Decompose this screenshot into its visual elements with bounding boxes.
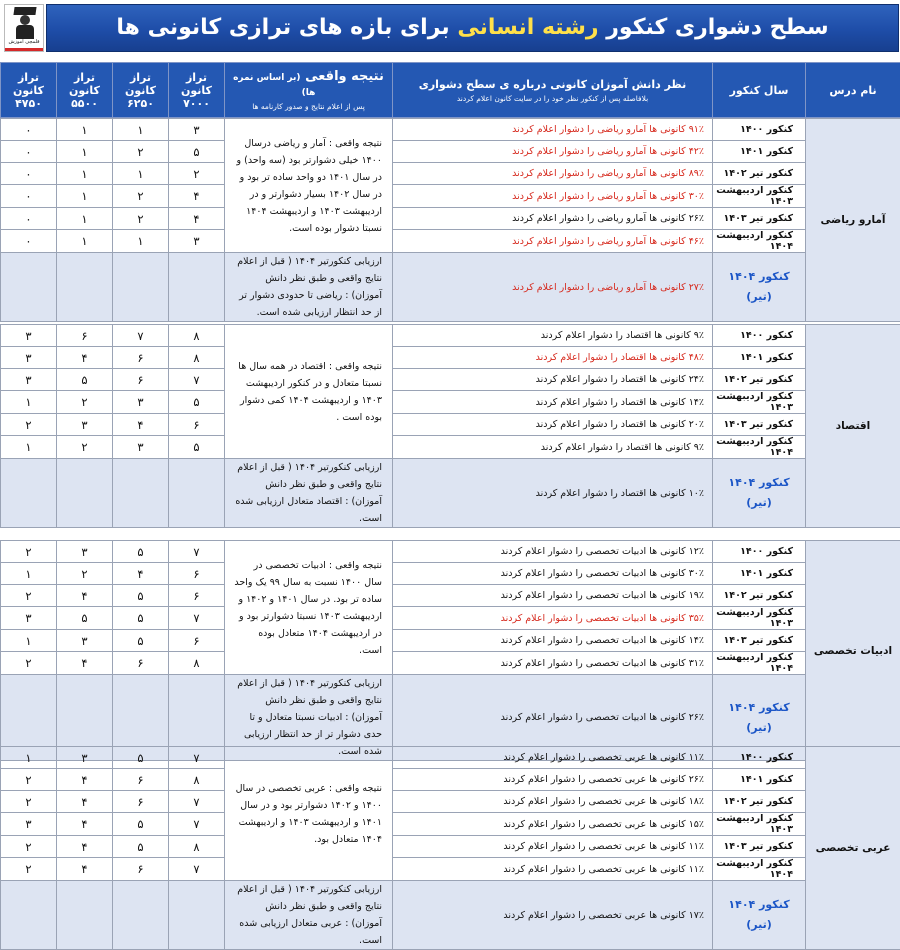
title-part-2: برای بازه های ترازی کانونی ها <box>116 15 449 40</box>
title-banner <box>0 0 900 58</box>
actual-result: نتیجه واقعی : ادبیات تخصصی در سال ۱۴۰۰ نسبت به سال ۹۹ یک واحد ساده تر بود. در سال ۱۴۰۱ و ۱۴۰۲ و اردیبهشت ۱۴۰۳ نسبتا دشوارتر بود و در اردیبهشت ۱۴۰۴ متعادل بوده است. <box>225 541 393 675</box>
exam-year: کنکور تیر ۱۴۰۳ <box>713 630 806 652</box>
student-opinion: ۲۰٪ کانونی ها اقتصاد را دشوار اعلام کردند <box>393 414 713 436</box>
tier-value: ۲ <box>57 563 113 585</box>
tier-value: ۸ <box>169 652 225 675</box>
evaluation-text: ارزیابی کنکورتیر ۱۴۰۴ ( قبل از اعلام نتایج واقعی و طبق نظر دانش آموزان) : عربی متعادل ارزیابی شده است. <box>225 881 393 950</box>
table-row <box>1 369 900 391</box>
student-opinion: ۱۵٪ کانونی ها عربی تخصصی را دشوار اعلام کردند <box>393 813 713 836</box>
tier-value: ۴ <box>169 185 225 208</box>
tier-value: ۰ <box>1 163 57 185</box>
title-bar <box>46 4 899 52</box>
evaluation-row <box>1 459 900 528</box>
evaluation-year-label: کنکور ۱۴۰۴ <box>713 267 805 287</box>
tier-value: ۳ <box>1 347 57 369</box>
student-opinion: ۲۴٪ کانونی ها اقتصاد را دشوار اعلام کردند <box>393 369 713 391</box>
header-result: نتیجه واقعی (بر اساس نمره ها) پس از اعلام نتایج و صدور کارنامه ها <box>225 63 393 118</box>
exam-year: کنکور اردیبهشت ۱۴۰۳ <box>713 607 806 630</box>
tier-value: ۲ <box>1 585 57 607</box>
evaluation-year-label: کنکور ۱۴۰۴ <box>713 895 805 915</box>
exam-year: کنکور اردیبهشت ۱۴۰۴ <box>713 230 806 253</box>
exam-year: کنکور اردیبهشت ۱۴۰۳ <box>713 813 806 836</box>
evaluation-year-month: (تیر) <box>713 718 805 738</box>
tier-value: ۱ <box>57 185 113 208</box>
tier-value: ۴ <box>113 414 169 436</box>
student-opinion: ۹٪ کانونی ها اقتصاد را دشوار اعلام کردند <box>393 325 713 347</box>
table-row <box>1 747 900 769</box>
tier-value: ۰ <box>1 141 57 163</box>
empty-tier-cell <box>1 459 57 528</box>
table-row <box>1 119 900 141</box>
tier-value: ۱ <box>1 391 57 414</box>
tier-value: ۳ <box>1 813 57 836</box>
subject-section <box>0 118 900 322</box>
tier-value: ۲ <box>57 391 113 414</box>
evaluation-year-label: کنکور ۱۴۰۴ <box>713 473 805 493</box>
table-row <box>1 652 900 675</box>
evaluation-text: ارزیابی کنکورتیر ۱۴۰۴ ( قبل از اعلام نتایج واقعی و طبق نظر دانش آموزان) : اقتصاد متعادل ارزیابی شده است. <box>225 459 393 528</box>
student-opinion: ۱۴٪ کانونی ها ادبیات تخصصی را دشوار اعلام کردند <box>393 630 713 652</box>
tier-value: ۶ <box>113 858 169 881</box>
table-row <box>1 347 900 369</box>
exam-year: کنکور اردیبهشت ۱۴۰۳ <box>713 391 806 414</box>
table-row <box>1 607 900 630</box>
empty-tier-cell <box>57 881 113 950</box>
header-tier-5500: تراز کانون ۵۵۰۰ <box>57 63 113 118</box>
table-row <box>1 414 900 436</box>
evaluation-year-month: (تیر) <box>713 493 805 513</box>
title-part-1: سطح دشواری کنکور <box>606 15 828 40</box>
exam-year: کنکور اردیبهشت ۱۴۰۳ <box>713 185 806 208</box>
evaluation-opinion: ۲۶٪ کانونی ها ادبیات تخصصی را دشوار اعلام کردند <box>393 675 713 761</box>
tier-value: ۶ <box>169 414 225 436</box>
table-row <box>1 185 900 208</box>
table-row <box>1 325 900 347</box>
subject-section <box>0 746 900 950</box>
student-opinion: ۴۸٪ کانونی ها اقتصاد را دشوار اعلام کردند <box>393 347 713 369</box>
table-row <box>1 813 900 836</box>
table-row <box>1 541 900 563</box>
table-row <box>1 630 900 652</box>
tier-value: ۰ <box>1 230 57 253</box>
evaluation-row <box>1 881 900 950</box>
student-opinion: ۱۱٪ کانونی ها عربی تخصصی را دشوار اعلام کردند <box>393 747 713 769</box>
exam-year: کنکور تیر ۱۴۰۲ <box>713 369 806 391</box>
evaluation-text: ارزیابی کنکورتیر ۱۴۰۴ ( قبل از اعلام نتایج واقعی و طبق نظر دانش آموزان) : ریاضی تا حدودی دشوار تر از حد انتظار ارزیابی شده است. <box>225 253 393 322</box>
student-opinion: ۱۱٪ کانونی ها عربی تخصصی را دشوار اعلام کردند <box>393 858 713 881</box>
empty-tier-cell <box>1 253 57 322</box>
tier-value: ۳ <box>57 630 113 652</box>
student-opinion: ۸۹٪ کانونی ها آمارو ریاضی را دشوار اعلام کردند <box>393 163 713 185</box>
tier-value: ۵ <box>57 369 113 391</box>
actual-result: نتیجه واقعی : آمار و ریاضی درسال ۱۴۰۰ خیلی دشوارتر بود (سه واحد) و در سال ۱۴۰۱ دو واحد ساده تر بود و در سال ۱۴۰۲ بسیار دشوارتر و در اردیبهشت ۱۴۰۳ و اردیبهشت ۱۴۰۴ نسبتا دشوار بوده است. <box>225 119 393 253</box>
tier-value: ۳ <box>169 119 225 141</box>
logo-red-stripe <box>5 48 43 51</box>
header-subject: نام درس <box>806 63 900 118</box>
tier-value: ۷ <box>169 607 225 630</box>
tier-value: ۴ <box>57 791 113 813</box>
tier-value: ۷ <box>169 747 225 769</box>
evaluation-text: ارزیابی کنکورتیر ۱۴۰۴ ( قبل از اعلام نتایج واقعی و طبق نظر دانش آموزان) : ادبیات نسبتا متعادل و تا حدی دشوار تر از حد انتظار ارزیابی شده است. <box>225 675 393 761</box>
tier-value: ۱ <box>57 141 113 163</box>
tier-value: ۲ <box>1 791 57 813</box>
logo-text: قلمچی آموزش <box>6 39 42 45</box>
tier-value: ۳ <box>113 436 169 459</box>
tier-value: ۴ <box>57 652 113 675</box>
tier-value: ۲ <box>1 769 57 791</box>
table-row <box>1 163 900 185</box>
tier-value: ۲ <box>113 141 169 163</box>
header-tier-7000: تراز کانون ۷۰۰۰ <box>169 63 225 118</box>
tier-value: ۵ <box>169 141 225 163</box>
tier-value: ۷ <box>169 369 225 391</box>
tier-value: ۴ <box>169 208 225 230</box>
table-row <box>1 208 900 230</box>
student-opinion: ۴۶٪ کانونی ها آمارو ریاضی را دشوار اعلام کردند <box>393 230 713 253</box>
empty-tier-cell <box>169 459 225 528</box>
evaluation-opinion: ۱۷٪ کانونی ها عربی تخصصی را دشوار اعلام کردند <box>393 881 713 950</box>
exam-year: کنکور ۱۴۰۰ <box>713 541 806 563</box>
tier-value: ۳ <box>57 541 113 563</box>
tier-value: ۷ <box>113 325 169 347</box>
empty-tier-cell <box>113 881 169 950</box>
evaluation-year-month: (تیر) <box>713 287 805 307</box>
evaluation-year <box>713 459 806 528</box>
tier-value: ۳ <box>1 369 57 391</box>
tier-value: ۷ <box>169 858 225 881</box>
table-row <box>1 791 900 813</box>
tier-value: ۴ <box>57 347 113 369</box>
tier-value: ۵ <box>169 391 225 414</box>
exam-year: کنکور ۱۴۰۰ <box>713 747 806 769</box>
exam-year: کنکور ۱۴۰۱ <box>713 141 806 163</box>
header-opinion: نظر دانش آموزان کانونی درباره ی سطح دشواری بلافاصله پس از کنکور نظر خود را در سایت کانون اعلام کردند <box>393 63 713 118</box>
tier-value: ۳ <box>169 230 225 253</box>
tier-value: ۱ <box>57 230 113 253</box>
tier-value: ۱ <box>1 436 57 459</box>
empty-tier-cell <box>57 253 113 322</box>
evaluation-year-month: (تیر) <box>713 915 805 935</box>
tier-value: ۶ <box>113 791 169 813</box>
tier-value: ۳ <box>1 325 57 347</box>
tier-value: ۷ <box>169 791 225 813</box>
student-opinion: ۳۰٪ کانونی ها آمارو ریاضی را دشوار اعلام کردند <box>393 185 713 208</box>
tier-value: ۴ <box>57 769 113 791</box>
student-opinion: ۳۵٪ کانونی ها ادبیات تخصصی را دشوار اعلام کردند <box>393 607 713 630</box>
tier-value: ۱ <box>1 747 57 769</box>
tier-value: ۵ <box>57 607 113 630</box>
tier-value: ۵ <box>113 607 169 630</box>
exam-year: کنکور ۱۴۰۰ <box>713 325 806 347</box>
student-opinion: ۳۱٪ کانونی ها ادبیات تخصصی را دشوار اعلام کردند <box>393 652 713 675</box>
tier-value: ۳ <box>113 391 169 414</box>
tier-value: ۱ <box>57 163 113 185</box>
student-opinion: ۳۰٪ کانونی ها ادبیات تخصصی را دشوار اعلام کردند <box>393 563 713 585</box>
tier-value: ۸ <box>169 769 225 791</box>
tier-value: ۲ <box>113 185 169 208</box>
tier-value: ۸ <box>169 836 225 858</box>
tier-value: ۴ <box>57 858 113 881</box>
table-row <box>1 391 900 414</box>
exam-year: کنکور تیر ۱۴۰۲ <box>713 791 806 813</box>
evaluation-year-label: کنکور ۱۴۰۴ <box>713 698 805 718</box>
tier-value: ۲ <box>1 414 57 436</box>
empty-tier-cell <box>113 459 169 528</box>
header-tier-4750: تراز کانون ۴۷۵۰ <box>1 63 57 118</box>
tier-value: ۱ <box>1 563 57 585</box>
exam-year: کنکور ۱۴۰۱ <box>713 347 806 369</box>
page-title <box>47 5 898 51</box>
student-opinion: ۱۹٪ کانونی ها ادبیات تخصصی را دشوار اعلام کردند <box>393 585 713 607</box>
empty-tier-cell <box>113 253 169 322</box>
exam-year: کنکور ۱۴۰۱ <box>713 563 806 585</box>
graduation-cap-icon <box>13 7 36 15</box>
evaluation-year <box>713 881 806 950</box>
tier-value: ۴ <box>113 563 169 585</box>
tier-value: ۸ <box>169 347 225 369</box>
tier-value: ۵ <box>113 813 169 836</box>
tier-value: ۱ <box>57 119 113 141</box>
tier-value: ۱ <box>113 230 169 253</box>
tier-value: ۰ <box>1 208 57 230</box>
tier-value: ۲ <box>1 836 57 858</box>
subject-section <box>0 324 900 528</box>
tier-value: ۵ <box>113 541 169 563</box>
tier-value: ۲ <box>113 208 169 230</box>
tier-value: ۲ <box>1 858 57 881</box>
evaluation-year <box>713 253 806 322</box>
empty-tier-cell <box>169 253 225 322</box>
tier-value: ۵ <box>169 436 225 459</box>
tier-value: ۵ <box>113 585 169 607</box>
tier-value: ۴ <box>57 813 113 836</box>
empty-tier-cell <box>57 459 113 528</box>
exam-year: کنکور اردیبهشت ۱۴۰۴ <box>713 436 806 459</box>
tier-value: ۵ <box>113 836 169 858</box>
tier-value: ۵ <box>113 747 169 769</box>
student-opinion: ۱۴٪ کانونی ها اقتصاد را دشوار اعلام کردند <box>393 391 713 414</box>
title-highlight: رشته انسانی <box>457 15 598 40</box>
logo-figure-head <box>20 15 30 25</box>
subject-name: اقتصاد <box>806 325 900 528</box>
logo-figure-body <box>16 25 34 39</box>
student-opinion: ۲۶٪ کانونی ها آمارو ریاضی را دشوار اعلام کردند <box>393 208 713 230</box>
table-row <box>1 585 900 607</box>
tier-value: ۵ <box>113 630 169 652</box>
subject-name: آمارو ریاضی <box>806 119 900 322</box>
empty-tier-cell <box>169 881 225 950</box>
tier-value: ۶ <box>169 563 225 585</box>
tier-value: ۸ <box>169 325 225 347</box>
tier-value: ۶ <box>113 369 169 391</box>
tier-value: ۰ <box>1 185 57 208</box>
table-row <box>1 769 900 791</box>
tier-value: ۶ <box>169 630 225 652</box>
tier-value: ۱ <box>1 630 57 652</box>
tier-value: ۲ <box>57 436 113 459</box>
tier-value: ۱ <box>113 119 169 141</box>
exam-year: کنکور اردیبهشت ۱۴۰۴ <box>713 858 806 881</box>
header-tier-6250: تراز کانون ۶۲۵۰ <box>113 63 169 118</box>
table-row <box>1 563 900 585</box>
student-opinion: ۱۲٪ کانونی ها ادبیات تخصصی را دشوار اعلام کردند <box>393 541 713 563</box>
subject-name: ادبیات تخصصی <box>806 541 900 761</box>
subject-section <box>0 540 900 761</box>
tier-value: ۷ <box>169 541 225 563</box>
exam-year: کنکور تیر ۱۴۰۳ <box>713 836 806 858</box>
student-opinion: ۲۶٪ کانونی ها عربی تخصصی را دشوار اعلام کردند <box>393 769 713 791</box>
student-opinion: ۹۱٪ کانونی ها آمارو ریاضی را دشوار اعلام کردند <box>393 119 713 141</box>
header-year: سال کنکور <box>713 63 806 118</box>
student-opinion: ۱۸٪ کانونی ها عربی تخصصی را دشوار اعلام کردند <box>393 791 713 813</box>
tier-value: ۴ <box>57 585 113 607</box>
tier-value: ۳ <box>57 747 113 769</box>
table-row <box>1 436 900 459</box>
exam-year: کنکور تیر ۱۴۰۲ <box>713 585 806 607</box>
tier-value: ۱ <box>57 208 113 230</box>
exam-year: کنکور ۱۴۰۰ <box>713 119 806 141</box>
tier-value: ۳ <box>1 607 57 630</box>
tier-value: ۲ <box>169 163 225 185</box>
tier-value: ۳ <box>57 414 113 436</box>
actual-result: نتیجه واقعی : عربی تخصصی در سال ۱۴۰۰ و ۱۴۰۲ دشوارتر بود و در سال ۱۴۰۱ و اردیبهشت ۱۴۰۳ و اردیبهشت ۱۴۰۴ متعادل بود. <box>225 747 393 881</box>
table-row <box>1 230 900 253</box>
table-row <box>1 141 900 163</box>
tier-value: ۲ <box>1 652 57 675</box>
tier-value: ۷ <box>169 813 225 836</box>
tier-value: ۶ <box>113 347 169 369</box>
actual-result: نتیجه واقعی : اقتصاد در همه سال ها نسبتا متعادل و در کنکور اردیبهشت ۱۴۰۳ و اردیبهشت ۱۴۰۴ کمی دشوار بوده است . <box>225 325 393 459</box>
tier-value: ۴ <box>57 836 113 858</box>
tier-value: ۶ <box>113 769 169 791</box>
evaluation-opinion: ۲۷٪ کانونی ها آمارو ریاضی را دشوار اعلام کردند <box>393 253 713 322</box>
student-opinion: ۹٪ کانونی ها اقتصاد را دشوار اعلام کردند <box>393 436 713 459</box>
exam-year: کنکور تیر ۱۴۰۳ <box>713 414 806 436</box>
subject-name: عربی تخصصی <box>806 747 900 950</box>
table-row <box>1 858 900 881</box>
tier-value: ۲ <box>1 541 57 563</box>
kanoon-logo <box>4 4 44 52</box>
tier-value: ۶ <box>169 585 225 607</box>
student-opinion: ۱۱٪ کانونی ها عربی تخصصی را دشوار اعلام کردند <box>393 836 713 858</box>
tier-value: ۶ <box>113 652 169 675</box>
empty-tier-cell <box>1 881 57 950</box>
evaluation-opinion: ۱۰٪ کانونی ها اقتصاد را دشوار اعلام کردند <box>393 459 713 528</box>
exam-year: کنکور تیر ۱۴۰۳ <box>713 208 806 230</box>
tier-value: ۱ <box>113 163 169 185</box>
table-row <box>1 836 900 858</box>
evaluation-row <box>1 253 900 322</box>
student-opinion: ۴۲٪ کانونی ها آمارو ریاضی را دشوار اعلام کردند <box>393 141 713 163</box>
tier-value: ۶ <box>57 325 113 347</box>
exam-year: کنکور تیر ۱۴۰۲ <box>713 163 806 185</box>
column-header <box>0 62 900 118</box>
exam-year: کنکور ۱۴۰۱ <box>713 769 806 791</box>
exam-year: کنکور اردیبهشت ۱۴۰۴ <box>713 652 806 675</box>
tier-value: ۰ <box>1 119 57 141</box>
